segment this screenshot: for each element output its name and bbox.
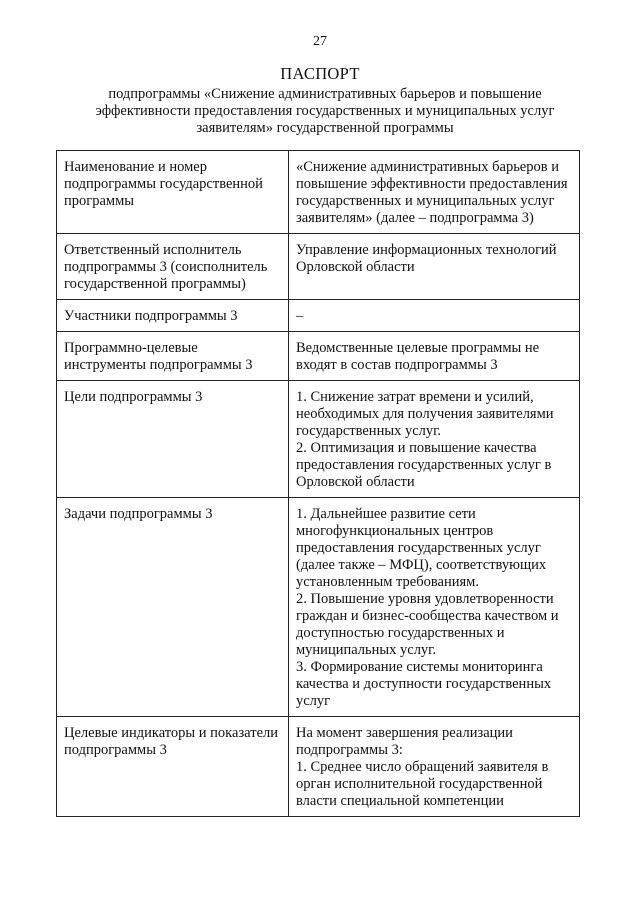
passport-table xyxy=(56,150,580,817)
table-row xyxy=(57,332,580,381)
row-label: Задачи подпрограммы 3 xyxy=(57,498,289,717)
row-value xyxy=(289,498,580,717)
row-value xyxy=(289,381,580,498)
page-number: 27 xyxy=(313,34,327,49)
row-value-paragraph: «Снижение административных барьеров и повышение эффективности предоставления государственных и муниципальных услуг заявителям» (далее – подпрограмма 3) xyxy=(296,159,568,226)
table-row xyxy=(57,381,580,498)
row-value-paragraph: Управление информационных технологий Орловской области xyxy=(296,242,557,275)
table-row xyxy=(57,234,580,300)
document-subtitle: подпрограммы «Снижение административных барьеров и повышение эффективности предоставления государственных и муниципальных услуг заявителям» государственной программы xyxy=(95,86,555,136)
row-label: Цели подпрограммы 3 xyxy=(57,381,289,498)
table-row xyxy=(57,717,580,817)
row-value-paragraph: Ведомственные целевые программы не входят в состав подпрограммы 3 xyxy=(296,340,540,373)
row-label: Целевые индикаторы и показатели подпрограммы 3 xyxy=(57,717,289,817)
row-value-paragraph: 3. Формирование системы мониторинга качества и доступности государственных услуг xyxy=(296,659,552,709)
row-value xyxy=(289,717,580,817)
row-value xyxy=(289,234,580,300)
row-label: Ответственный исполнитель подпрограммы 3 (соисполнитель государственной программы) xyxy=(57,234,289,300)
row-value-paragraph: 1. Снижение затрат времени и усилий, необходимых для получения заявителями государственных услуг. xyxy=(296,389,554,439)
document-title: ПАСПОРТ xyxy=(280,64,360,83)
row-value-paragraph: 2. Оптимизация и повышение качества предоставления государственных услуг в Орловской области xyxy=(296,440,552,490)
table-row xyxy=(57,300,580,332)
row-value-paragraph: 1. Дальнейшее развитие сети многофункциональных центров предоставления государственных услуг (далее также – МФЦ), соответствующих установленным требованиям. xyxy=(296,506,547,590)
table-row xyxy=(57,498,580,717)
row-label: Наименование и номер подпрограммы государственной программы xyxy=(57,151,289,234)
row-value xyxy=(289,332,580,381)
row-value-paragraph: 2. Повышение уровня удовлетворенности граждан и бизнес-сообщества качеством и доступностью государственных и муниципальных услуг. xyxy=(296,591,559,658)
table-row xyxy=(57,151,580,234)
row-value-paragraph: – xyxy=(296,308,304,324)
row-label: Участники подпрограммы 3 xyxy=(57,300,289,332)
row-value xyxy=(289,151,580,234)
row-value-paragraph: 1. Среднее число обращений заявителя в орган исполнительной государственной власти специальной компетенции xyxy=(296,759,549,809)
passport-table-body xyxy=(57,151,580,817)
row-value-paragraph: На момент завершения реализации подпрограммы 3: xyxy=(296,725,513,758)
row-label: Программно-целевые инструменты подпрограммы 3 xyxy=(57,332,289,381)
row-value xyxy=(289,300,580,332)
